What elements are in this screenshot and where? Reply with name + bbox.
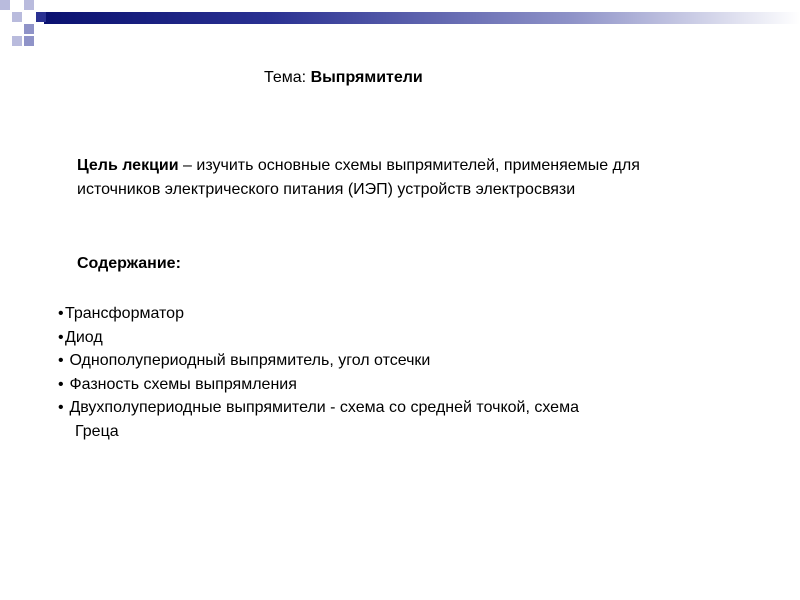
- header-gradient-bar: [44, 12, 800, 24]
- contents-heading: Содержание:: [77, 255, 181, 272]
- list-item-text: Однополупериодный выпрямитель, угол отсечки: [65, 352, 431, 370]
- slide-topic: [264, 68, 423, 88]
- goal-text: – изучить основные схемы выпрямителей, применяемые для источников электрического питания (ИЭП) устройств электросвязи: [77, 157, 640, 198]
- contents-list: [58, 302, 758, 444]
- list-item: [58, 349, 758, 373]
- decorative-square: [36, 12, 46, 22]
- decorative-square: [12, 36, 22, 46]
- list-item-text: Фазность схемы выпрямления: [65, 375, 297, 393]
- list-item: [58, 396, 758, 443]
- decorative-square: [24, 36, 34, 46]
- bullet-icon: •: [58, 352, 64, 370]
- list-item-continuation: Греца: [75, 422, 119, 440]
- decorative-square: [12, 12, 22, 22]
- bullet-icon: •: [58, 399, 64, 417]
- list-item: [58, 302, 758, 326]
- list-item: [58, 326, 758, 350]
- list-item-text: Диод: [65, 328, 103, 346]
- bullet-icon: •: [58, 375, 64, 393]
- lecture-goal: [77, 154, 697, 202]
- list-item-text: Трансформатор: [65, 305, 184, 322]
- topic-value: Выпрямители: [310, 69, 423, 86]
- decorative-square: [24, 24, 34, 34]
- bullet-icon: •: [58, 328, 64, 346]
- bullet-icon: •: [58, 305, 64, 322]
- list-item-text: Двухполупериодные выпрямители - схема со средней точкой, схема: [65, 399, 579, 417]
- decorative-square: [0, 0, 10, 10]
- list-item: [58, 373, 758, 397]
- goal-label: Цель лекции: [77, 157, 179, 174]
- decorative-square: [24, 0, 34, 10]
- topic-label: Тема:: [264, 69, 307, 86]
